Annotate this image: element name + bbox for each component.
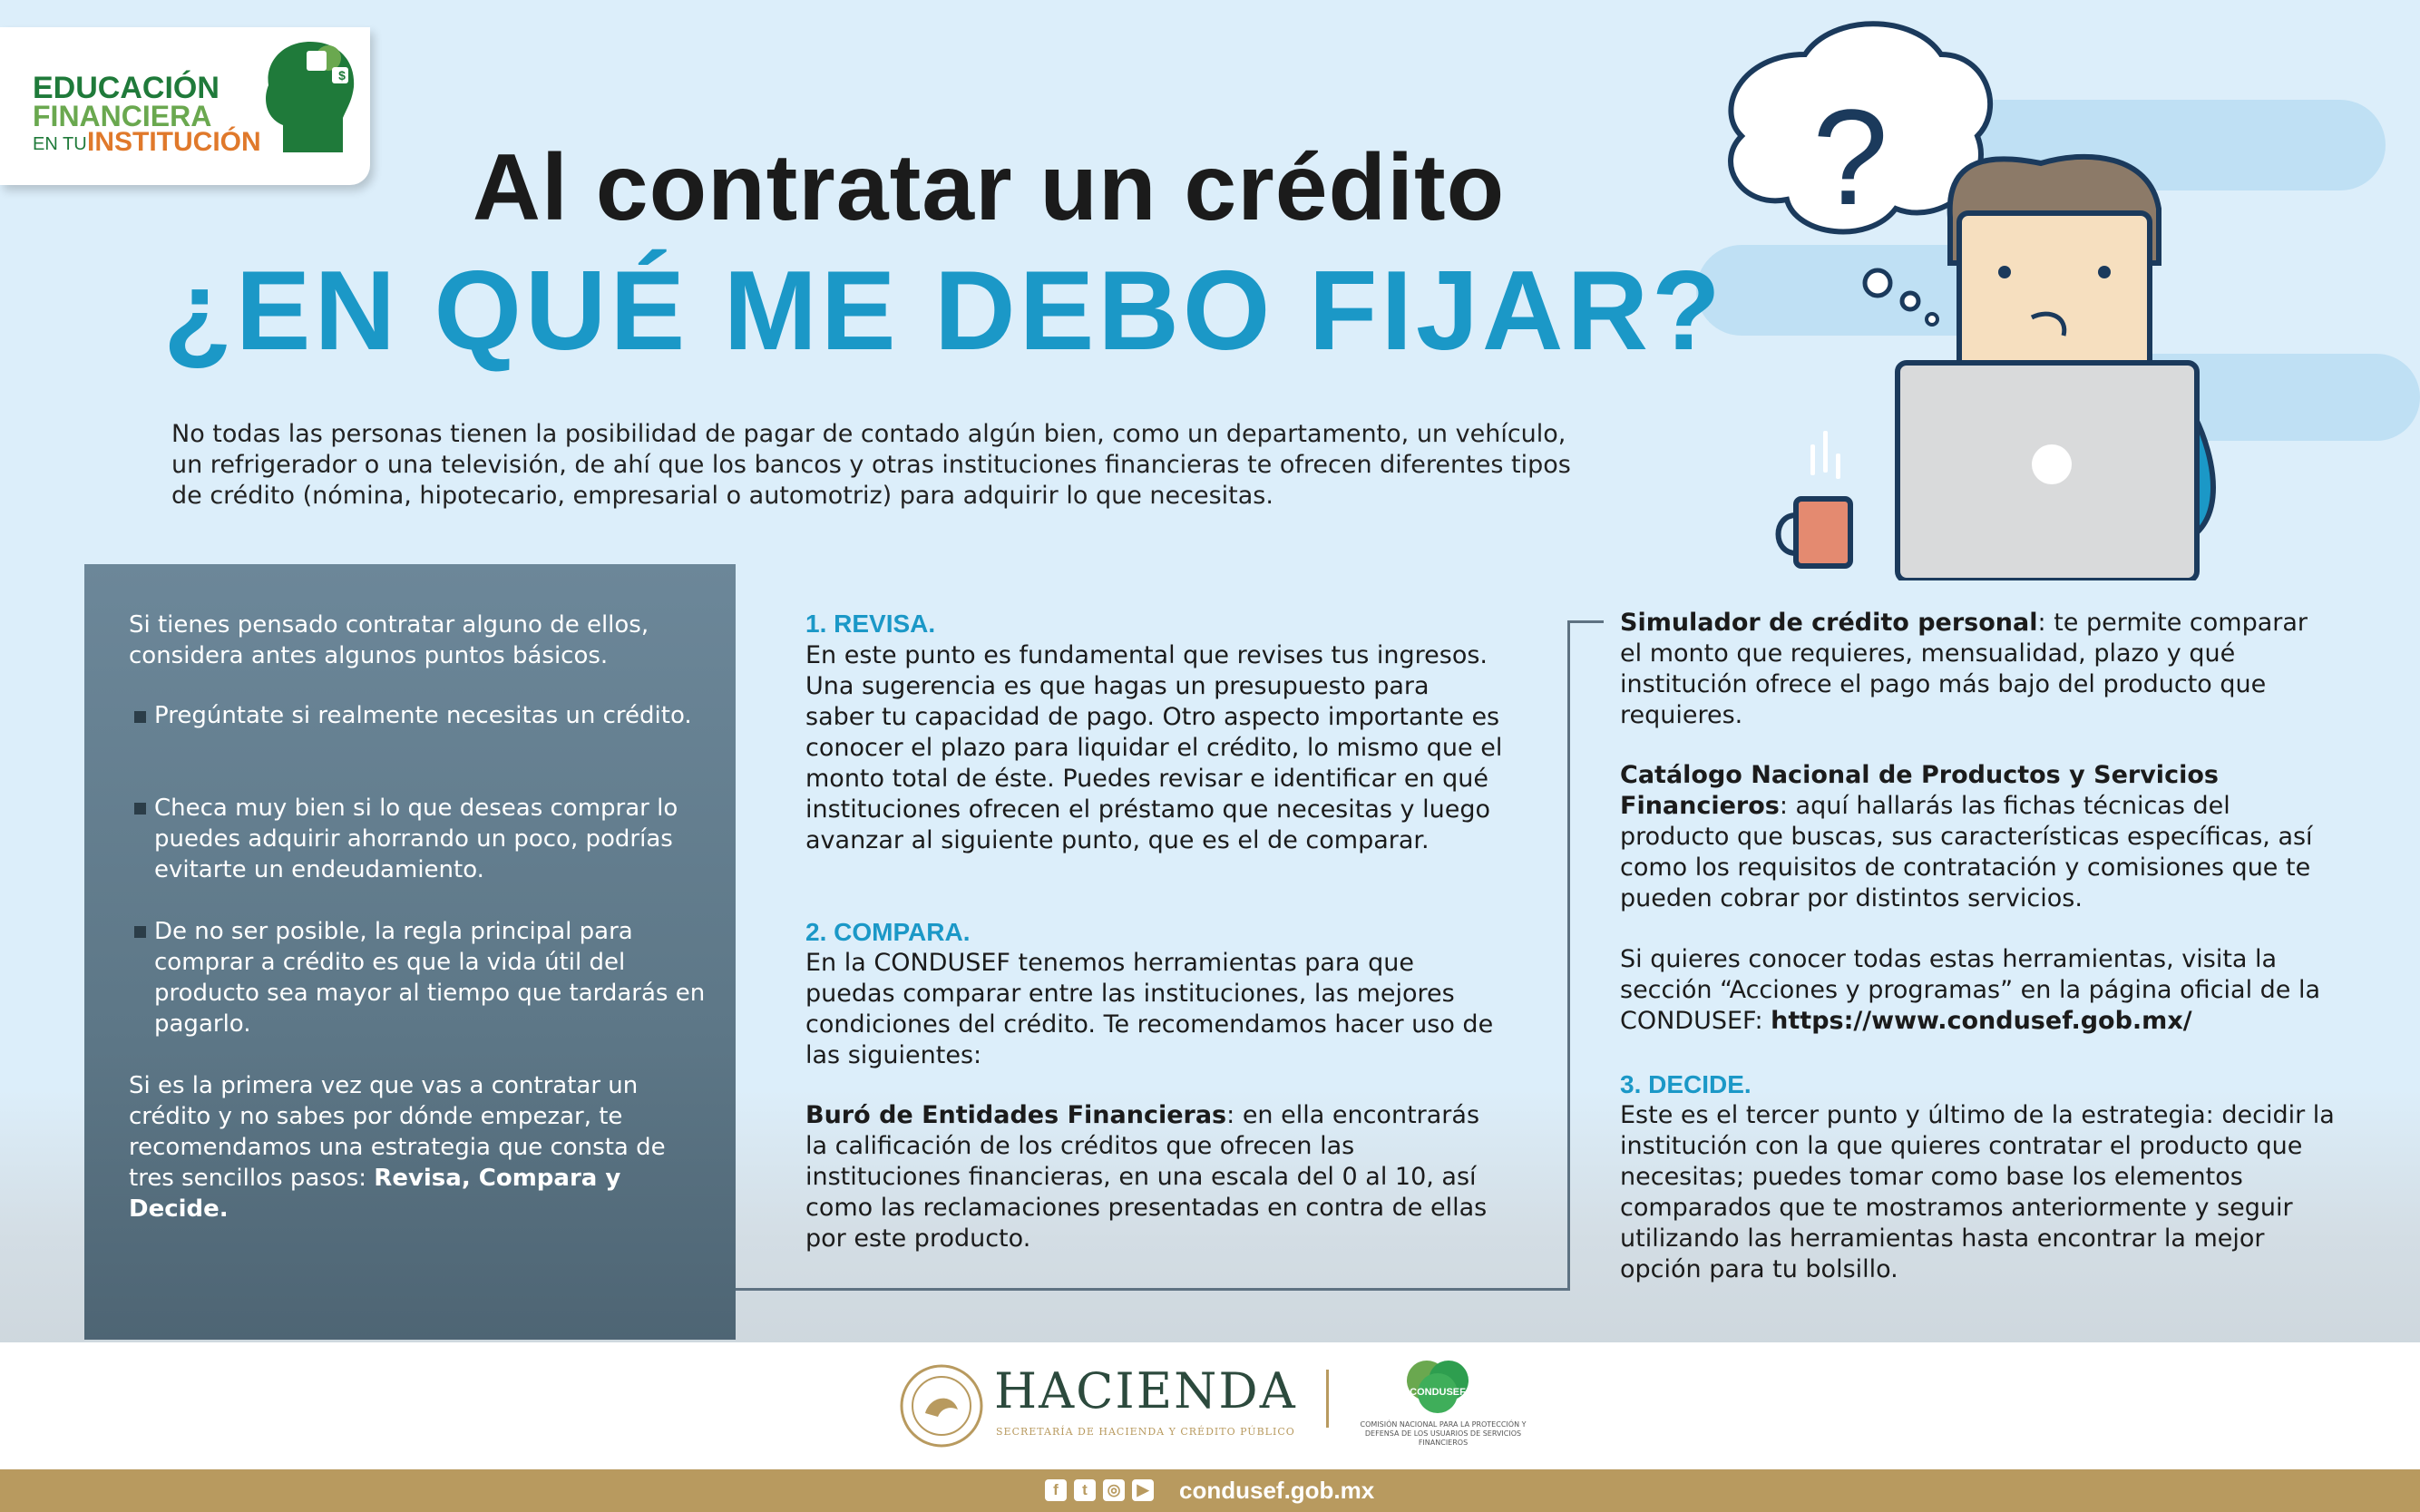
panel-outro-text: Si es la primera vez que vas a contratar un crédito y no sabes por dónde empezar, te recomendamos una estrategia que consta de tres sencillos pasos: xyxy=(129,1072,666,1192)
simulador-bold: Simulador de crédito personal xyxy=(1620,609,2038,637)
step-decide-title: 3. DECIDE. xyxy=(1620,1070,1752,1098)
thinking-person-illustration xyxy=(1705,18,2286,580)
panel-outro-bold: Revisa, Compara y Decide. xyxy=(129,1165,621,1223)
panel-bullet-1: Pregúntate si realmente necesitas un crédito. xyxy=(154,702,692,729)
step-decide-text: Este es el tercer punto y último de la estrategia: decidir la institución con la que quieres contratar el producto que necesitas; puedes tomar como base los elementos comparados que te mostramos anteriormente y seguir utilizando las herramientas hasta encontrar la mejor opción para tu bolsillo. xyxy=(1620,1101,2335,1283)
intro-paragraph: No todas las personas tienen la posibilidad de pagar de contado algún bien, como un departamento, un vehículo, un refrigerador o una televisión, de ahí que los bancos y otras instituciones financieras te ofrecen diferentes tipos de crédito (nómina, hipotecario, empresarial o automotriz) para adquirir lo que necesitas. xyxy=(171,420,1571,510)
step-compara-text: En la CONDUSEF tenemos herramientas para que puedas comparar entre las instituciones, las mejores condiciones del crédito. Te recomendamos hacer uso de las siguientes: xyxy=(805,949,1494,1069)
catalogo-text: : aquí hallarás las fichas técnicas del producto que buscas, sus características específicas, así como los requisitos de contratación y comisiones que te pueden cobrar por distintos servicios. xyxy=(1620,792,2313,912)
buro-bold: Buró de Entidades Financieras xyxy=(805,1101,1227,1129)
catalogo-bold: Catálogo Nacional de Productos y Servicios Financieros xyxy=(1620,761,2219,820)
panel-outro xyxy=(129,1070,709,1224)
svg-text:$: $ xyxy=(338,68,346,83)
logo-line-2: FINANCIERA xyxy=(33,100,212,132)
panel-intro: Si tienes pensado contratar alguno de ellos, considera antes algunos puntos básicos. xyxy=(129,611,649,669)
buro-text: : en ella encontrarás la calificación de los créditos que ofrecen las instituciones financieras, en una escala del 0 al 10, así como las reclamaciones presentadas en contra de ellas por este producto. xyxy=(805,1101,1488,1253)
social-icons xyxy=(1045,1479,1161,1501)
logo-line-3-prefix: EN TU xyxy=(33,134,87,154)
title-line-1: Al contratar un crédito xyxy=(472,135,1506,240)
panel-bullet-2: Checa muy bien si lo que deseas comprar lo puedes adquirir ahorrando un poco, podrías evitarte un endeudamiento. xyxy=(154,795,678,883)
step-revisa-title: 1. REVISA. xyxy=(805,610,936,638)
buro-paragraph xyxy=(805,1100,1504,1254)
footer-divider xyxy=(1326,1370,1329,1428)
connector-line-vertical xyxy=(1567,620,1570,1291)
catalogo-paragraph xyxy=(1620,760,2337,914)
panel-bullet-3: De no ser posible, la regla principal para comprar a crédito es que la vida útil del producto sea mayor al tiempo que tardarás en pagarlo. xyxy=(154,918,706,1038)
step-revisa-text: En este punto es fundamental que revises tus ingresos. Una sugerencia es que hagas un presupuesto para saber tu capacidad de pago. Otro aspecto importante es conocer el plazo para liquidar el crédito, lo mismo que el monto total de éste. Puedes revisar e identificar en qué instituciones ofrecen el préstamo que necesitas y luego avanzar al siguiente punto, que es el de comparar. xyxy=(805,641,1503,854)
youtube-icon[interactable]: ▶ xyxy=(1132,1479,1154,1501)
condusef-logo-text: CONDUSEF xyxy=(1410,1387,1466,1398)
condusef-logo-icon xyxy=(1392,1359,1492,1415)
mexico-seal-icon xyxy=(898,1362,985,1449)
website-link[interactable]: condusef.gob.mx xyxy=(1179,1477,1375,1504)
simulador-paragraph xyxy=(1620,608,2337,731)
bullet-square-icon xyxy=(134,803,146,815)
twitter-icon[interactable]: t xyxy=(1074,1479,1096,1501)
condusef-subtitle: COMISIÓN NACIONAL PARA LA PROTECCIÓN Y DEFENSA DE LOS USUARIOS DE SERVICIOS FINANCIEROS xyxy=(1360,1420,1527,1447)
connector-line-top xyxy=(1567,620,1604,623)
bullet-square-icon xyxy=(134,711,146,723)
bullet-square-icon xyxy=(134,926,146,938)
simulador-text: : te permite comparar el monto que requieres, mensualidad, plazo y qué institución ofrece el pago más bajo del producto que requieres. xyxy=(1620,609,2308,729)
hacienda-subtitle: SECRETARÍA DE HACIENDA Y CRÉDITO PÚBLICO xyxy=(996,1426,1295,1438)
step-compara-title: 2. COMPARA. xyxy=(805,918,971,946)
logo-line-3: INSTITUCIÓN xyxy=(87,127,261,157)
hacienda-logo-text: HACIENDA xyxy=(994,1362,1297,1419)
condusef-url-link[interactable]: https://www.condusef.gob.mx/ xyxy=(1771,1007,2192,1035)
herramientas-paragraph xyxy=(1620,944,2337,1037)
connector-line-bottom xyxy=(736,1288,1569,1291)
facebook-icon[interactable]: f xyxy=(1045,1479,1067,1501)
logo-line-1: EDUCACIÓN xyxy=(33,71,220,105)
question-mark-icon: ? xyxy=(1812,81,1888,233)
instagram-icon[interactable]: ◎ xyxy=(1103,1479,1125,1501)
title-line-2: ¿EN QUÉ ME DEBO FIJAR? xyxy=(163,249,1724,374)
herramientas-text: Si quieres conocer todas estas herramientas, visita la sección “Acciones y programas” en la página oficial de la CONDUSEF: xyxy=(1620,945,2321,1035)
